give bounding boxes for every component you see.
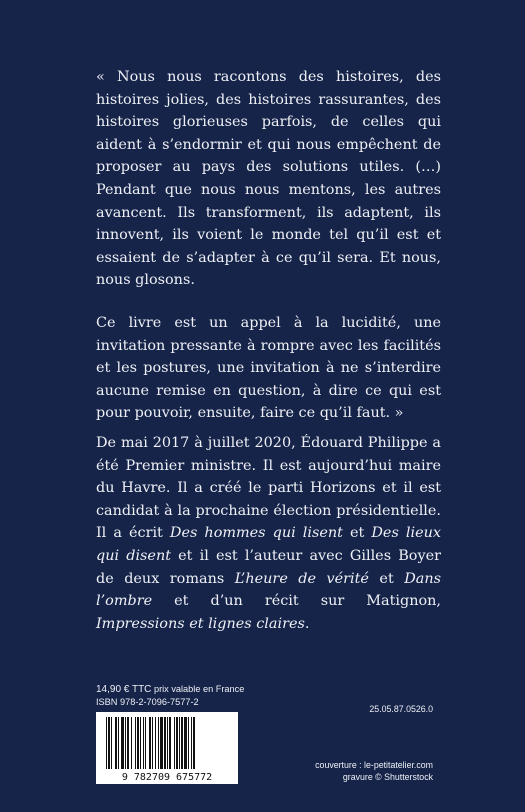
cover-credits: [315, 759, 433, 783]
barcode-bar: [140, 717, 141, 769]
author-bio-paragraph: [96, 432, 441, 635]
barcode-bar: [127, 717, 129, 769]
barcode-bar: [164, 717, 166, 769]
isbn: ISBN 978-2-7096-7577-2: [96, 697, 199, 707]
barcode-bar: [135, 717, 136, 769]
book-title: Dans l’ombre: [96, 570, 441, 610]
barcode-bar: [137, 717, 139, 769]
barcode-graphic: [96, 712, 238, 784]
barcode-bar: [191, 717, 192, 769]
bio-text: et d’un récit sur Matignon,: [152, 593, 441, 610]
engraving-credit: gravure © Shutterstock: [342, 772, 433, 782]
bio-text: et: [368, 570, 405, 587]
barcode-bar: [160, 717, 163, 769]
bio-text: et il est l’auteur avec Gilles Boyer de deux romans: [96, 547, 441, 587]
barcode-bar: [115, 717, 117, 769]
barcode-bar: [145, 717, 146, 769]
book-title: Impressions et lignes claires: [96, 615, 305, 632]
cover-credit: couverture : le-petitatelier.com: [315, 760, 433, 770]
barcode-bar: [158, 717, 159, 769]
barcode-bar: [176, 717, 178, 769]
bio-text: .: [304, 615, 310, 632]
price-block: [96, 683, 244, 709]
book-title: Des lieux qui disent: [96, 525, 442, 564]
price-amount: 14,90 € TTC: [96, 684, 152, 695]
barcode-bar: [152, 717, 153, 769]
book-title: Des hommes qui lisent: [169, 525, 343, 542]
barcode-bar: [188, 717, 189, 769]
bio-text: De mai 2017 à juillet 2020, Édouard Philippe a été Premier ministre. Il est aujourd’hui maire du Havre. Il a créé le parti Horizons et il est candidat à la prochaine élection présidentielle. Il a écrit: [96, 435, 441, 542]
barcode-bar: [167, 717, 168, 769]
barcode-bar: [155, 717, 156, 769]
barcode-bar: [131, 717, 132, 769]
barcode-bar: [125, 717, 126, 769]
book-title: L’heure de vérité: [234, 570, 369, 587]
barcode-bar: [108, 717, 110, 769]
price-note: prix valable en France: [151, 684, 245, 694]
barcode-bar: [121, 717, 124, 769]
bio-text: et: [342, 525, 372, 542]
barcode-bar: [184, 717, 187, 769]
barcode-bar: [181, 717, 183, 769]
barcode-bar: [149, 717, 151, 769]
author-bio: [96, 432, 441, 635]
reference-code: 25.05.87.0526.0: [369, 704, 433, 714]
barcode-bar: [169, 717, 171, 769]
quote-paragraph-1: « Nous nous racontons des histoires, des histoires jolies, des histoires rassurantes, des histoires glorieuses parfois, de celles qui aident à s’endormir et qui nous empêchent de proposer au pays des solutions utiles. (…) Pendant que nous nous mentons, les autres avancent. Ils transforment, ils adaptent, ils innovent, ils voient le monde tel qu’il est et essaient de s’adapter à ce qu’il sera. Et nous, nous glosons.: [96, 69, 441, 289]
barcode-bar: [143, 717, 144, 769]
barcode-bar: [111, 717, 112, 769]
back-cover-quote: [96, 66, 441, 445]
quote-paragraph-2: Ce livre est un appel à la lucidité, une invitation pressante à rompre avec les facilités et les postures, une invitation à ne s’interdire aucune remise en question, à dire ce qui est pour pouvoir, ensuite, faire ce qu’il faut. »: [96, 314, 441, 422]
barcode-bar: [118, 717, 119, 769]
barcode-bar: [174, 717, 175, 769]
barcode-digits: 9 782709 675772: [121, 772, 213, 783]
barcode-bar: [106, 717, 107, 769]
price-line: [96, 683, 244, 696]
isbn-barcode: [96, 712, 238, 784]
barcode-bar: [193, 717, 195, 769]
barcode-bar: [179, 717, 180, 769]
